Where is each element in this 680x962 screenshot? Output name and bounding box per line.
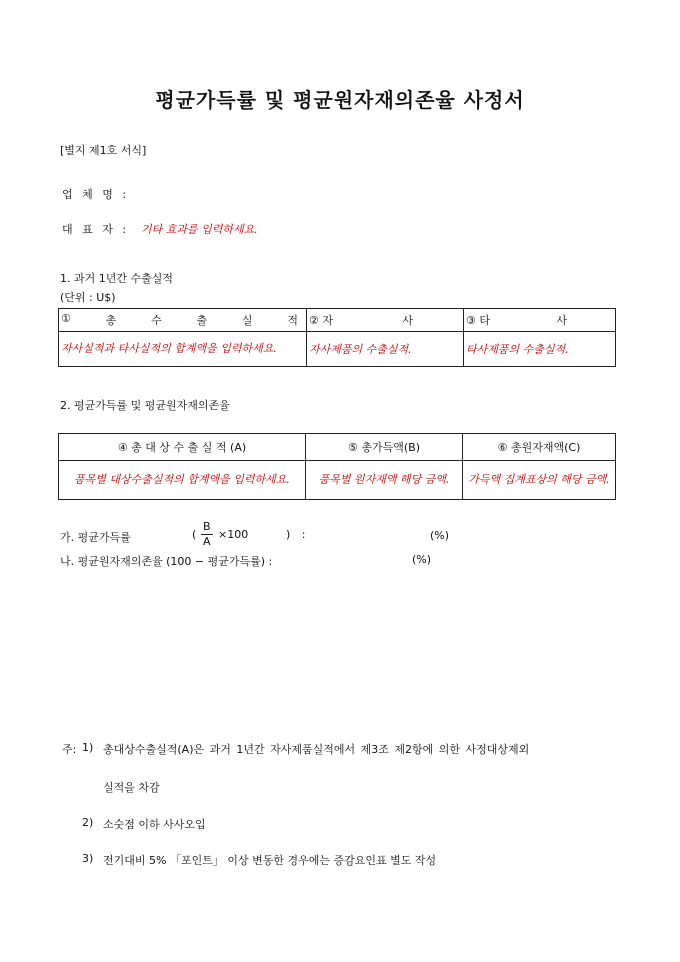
header-total-gain: ⑤ 총가득액(B) <box>306 434 463 461</box>
section2-heading: 2. 평균가득률 및 평균원자재의존율 <box>60 399 230 412</box>
note-text: 소숫점 이하 사사오입 <box>103 818 206 831</box>
other-export-input[interactable]: 타사제품의 수출실적. <box>464 332 616 367</box>
header-own-marker: ② <box>309 314 319 327</box>
unit-label: (단위 : U$) <box>60 291 116 304</box>
note-number: 2) <box>82 816 94 829</box>
form-reference: [별지 제1호 서식] <box>60 144 147 157</box>
table-row <box>59 332 616 367</box>
formula-open-paren: ( <box>192 528 197 541</box>
average-rate-table <box>58 433 616 500</box>
table-header-row <box>59 434 616 461</box>
formula-close: ) : <box>286 528 306 541</box>
header-char: 사 <box>402 314 413 327</box>
formula-numerator: B <box>203 520 211 533</box>
header-char: 타 <box>479 314 491 327</box>
page-title: 평균가득률 및 평균원자재의존율 사정서 <box>155 88 525 112</box>
table-header-row <box>59 309 616 332</box>
header-other-company <box>464 309 616 332</box>
total-export-input[interactable]: 자사실적과 타사실적의 합계액을 입력하세요. <box>59 332 307 367</box>
header-char: 출 <box>196 314 208 327</box>
total-gain-input[interactable]: 품목별 원자재액 해당 금액. <box>306 461 463 500</box>
target-export-input[interactable]: 품목별 대상수출실적의 합계액을 입력하세요. <box>59 461 306 500</box>
average-gain-rate-unit: (%) <box>430 529 450 542</box>
notes-prefix: 주: <box>62 743 77 756</box>
header-char: 자 <box>322 314 334 327</box>
header-char: 총 <box>105 314 117 327</box>
material-dependency-label: 나. 평균원자재의존율 (100 − 평균가득률) : <box>60 555 273 568</box>
section1-heading: 1. 과거 1년간 수출실적 <box>60 272 173 285</box>
formula-denominator: A <box>203 535 211 548</box>
formula-multiplier: ×100 <box>218 528 249 541</box>
company-label: 업 체 명 : <box>62 188 130 201</box>
header-total-export-marker: ① <box>61 312 71 325</box>
representative-value[interactable]: 기타 효과를 입력하세요. <box>141 223 258 236</box>
material-dependency-unit: (%) <box>412 553 432 566</box>
average-gain-rate-label: 가. 평균가득률 <box>60 531 131 544</box>
header-total-export <box>59 309 307 332</box>
total-material-input[interactable]: 가득액 집계표상의 해당 금액. <box>463 461 616 500</box>
note-text: 실적을 차감 <box>103 781 160 794</box>
note-text: 전기대비 5% 「포인트」 이상 변동한 경우에는 증감요인표 별도 작성 <box>103 854 437 867</box>
header-other-marker: ③ <box>466 314 476 327</box>
note-number: 3) <box>82 852 94 865</box>
header-own-company <box>307 309 464 332</box>
representative-label: 대 표 자 : <box>62 223 130 236</box>
note-text: 총대상수출실적(A)은 과거 1년간 자사제품실적에서 제3조 제2항에 의한 사정대상제외 <box>103 743 530 756</box>
own-export-input[interactable]: 자사제품의 수출실적. <box>307 332 464 367</box>
formula-fraction <box>201 520 213 549</box>
header-char: 실 <box>241 314 253 327</box>
header-char: 사 <box>556 314 567 327</box>
header-char: 수 <box>151 314 162 327</box>
note-number: 1) <box>82 741 94 754</box>
table-row <box>59 461 616 500</box>
header-total-material: ⑥ 총원자재액(C) <box>463 434 616 461</box>
header-char: 적 <box>287 314 298 327</box>
header-total-target-export: ④ 총 대 상 수 출 실 적 (A) <box>59 434 306 461</box>
export-performance-table <box>58 308 616 367</box>
